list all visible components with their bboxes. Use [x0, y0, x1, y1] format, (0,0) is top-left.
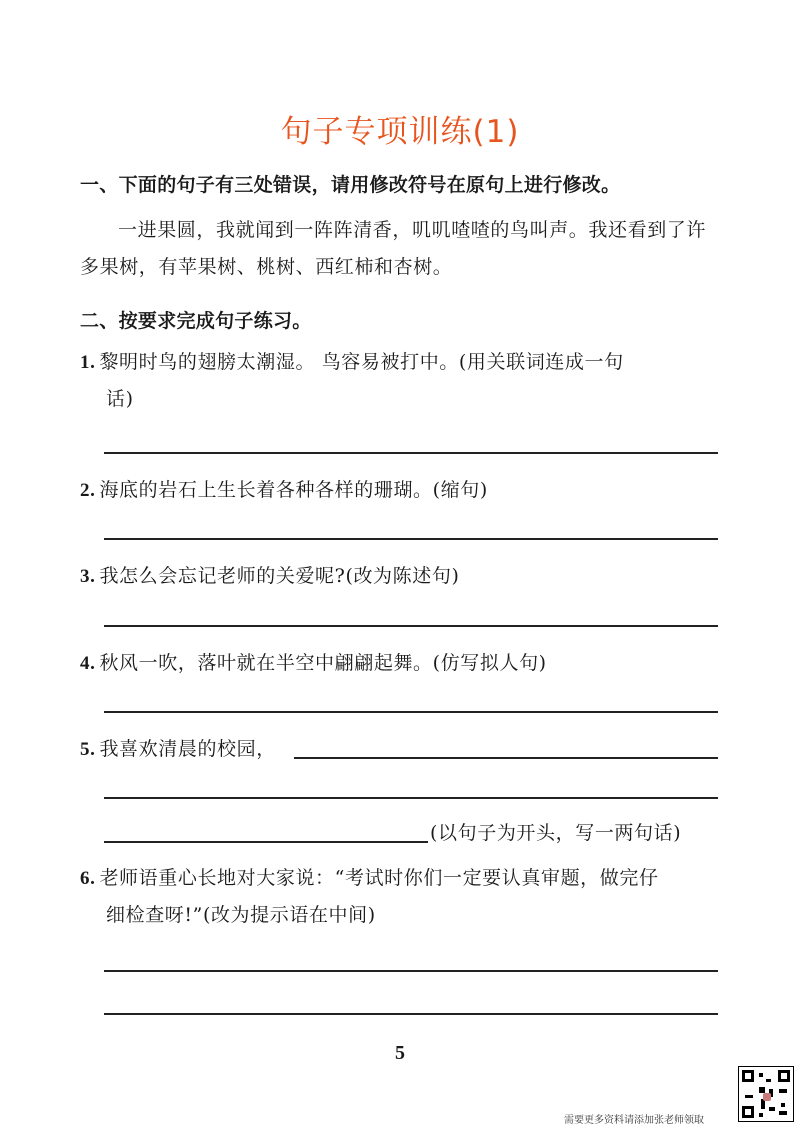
question-text: 海底的岩石上生长着各种各样的珊瑚。(缩句): [99, 479, 488, 501]
answer-line[interactable]: [104, 538, 718, 540]
question-text: 黎明时鸟的翅膀太潮湿。 鸟容易被打中。(用关联词连成一句: [99, 351, 624, 373]
answer-line[interactable]: [104, 711, 718, 713]
question-4: [80, 645, 725, 682]
question-2: [80, 472, 725, 509]
answer-line[interactable]: [104, 625, 718, 627]
question-text: 我喜欢清晨的校园，: [99, 738, 276, 760]
answer-line-inline[interactable]: [294, 757, 718, 759]
question-5-instruction: (以句子为开头，写一两句话): [430, 822, 682, 844]
page-number: 5: [395, 1042, 405, 1064]
question-number: 5.: [80, 739, 96, 760]
question-1: [80, 344, 725, 417]
question-text: 秋风一吹，落叶就在半空中翩翩起舞。(仿写拟人句): [99, 652, 547, 674]
question-3: [80, 558, 725, 595]
section-2-heading: 二、按要求完成句子练习。: [80, 310, 312, 332]
qr-code-icon: [738, 1066, 794, 1122]
question-number: 4.: [80, 653, 96, 674]
question-text: 老师语重心长地对大家说：“考试时你们一定要认真审题，做完仔: [99, 867, 659, 889]
question-text-continued: 话): [106, 388, 134, 410]
question-number: 1.: [80, 352, 96, 373]
answer-line[interactable]: [104, 970, 718, 972]
answer-line[interactable]: [104, 797, 718, 799]
section-1-heading: 一、下面的句子有三处错误，请用修改符号在原句上进行修改。: [80, 174, 621, 196]
answer-line[interactable]: [104, 452, 718, 454]
page-title: 句子专项训练(1): [280, 114, 520, 150]
answer-line[interactable]: [104, 841, 428, 843]
question-5: [80, 731, 725, 768]
footer-note: 需要更多资料请添加张老师领取: [564, 1115, 704, 1126]
section-1-paragraph: 一进果圆，我就闻到一阵阵清香，叽叽喳喳的鸟叫声。我还看到了许多果树，有苹果树、桃树、西红柿和杏树。: [80, 219, 707, 278]
question-number: 3.: [80, 566, 96, 587]
question-text-continued: 细检查呀!”(改为提示语在中间): [106, 904, 376, 926]
answer-line[interactable]: [104, 1013, 718, 1015]
question-text: 我怎么会忘记老师的关爱呢?(改为陈述句): [99, 565, 460, 587]
question-number: 6.: [80, 868, 96, 889]
question-number: 2.: [80, 480, 96, 501]
question-6: [80, 860, 725, 933]
